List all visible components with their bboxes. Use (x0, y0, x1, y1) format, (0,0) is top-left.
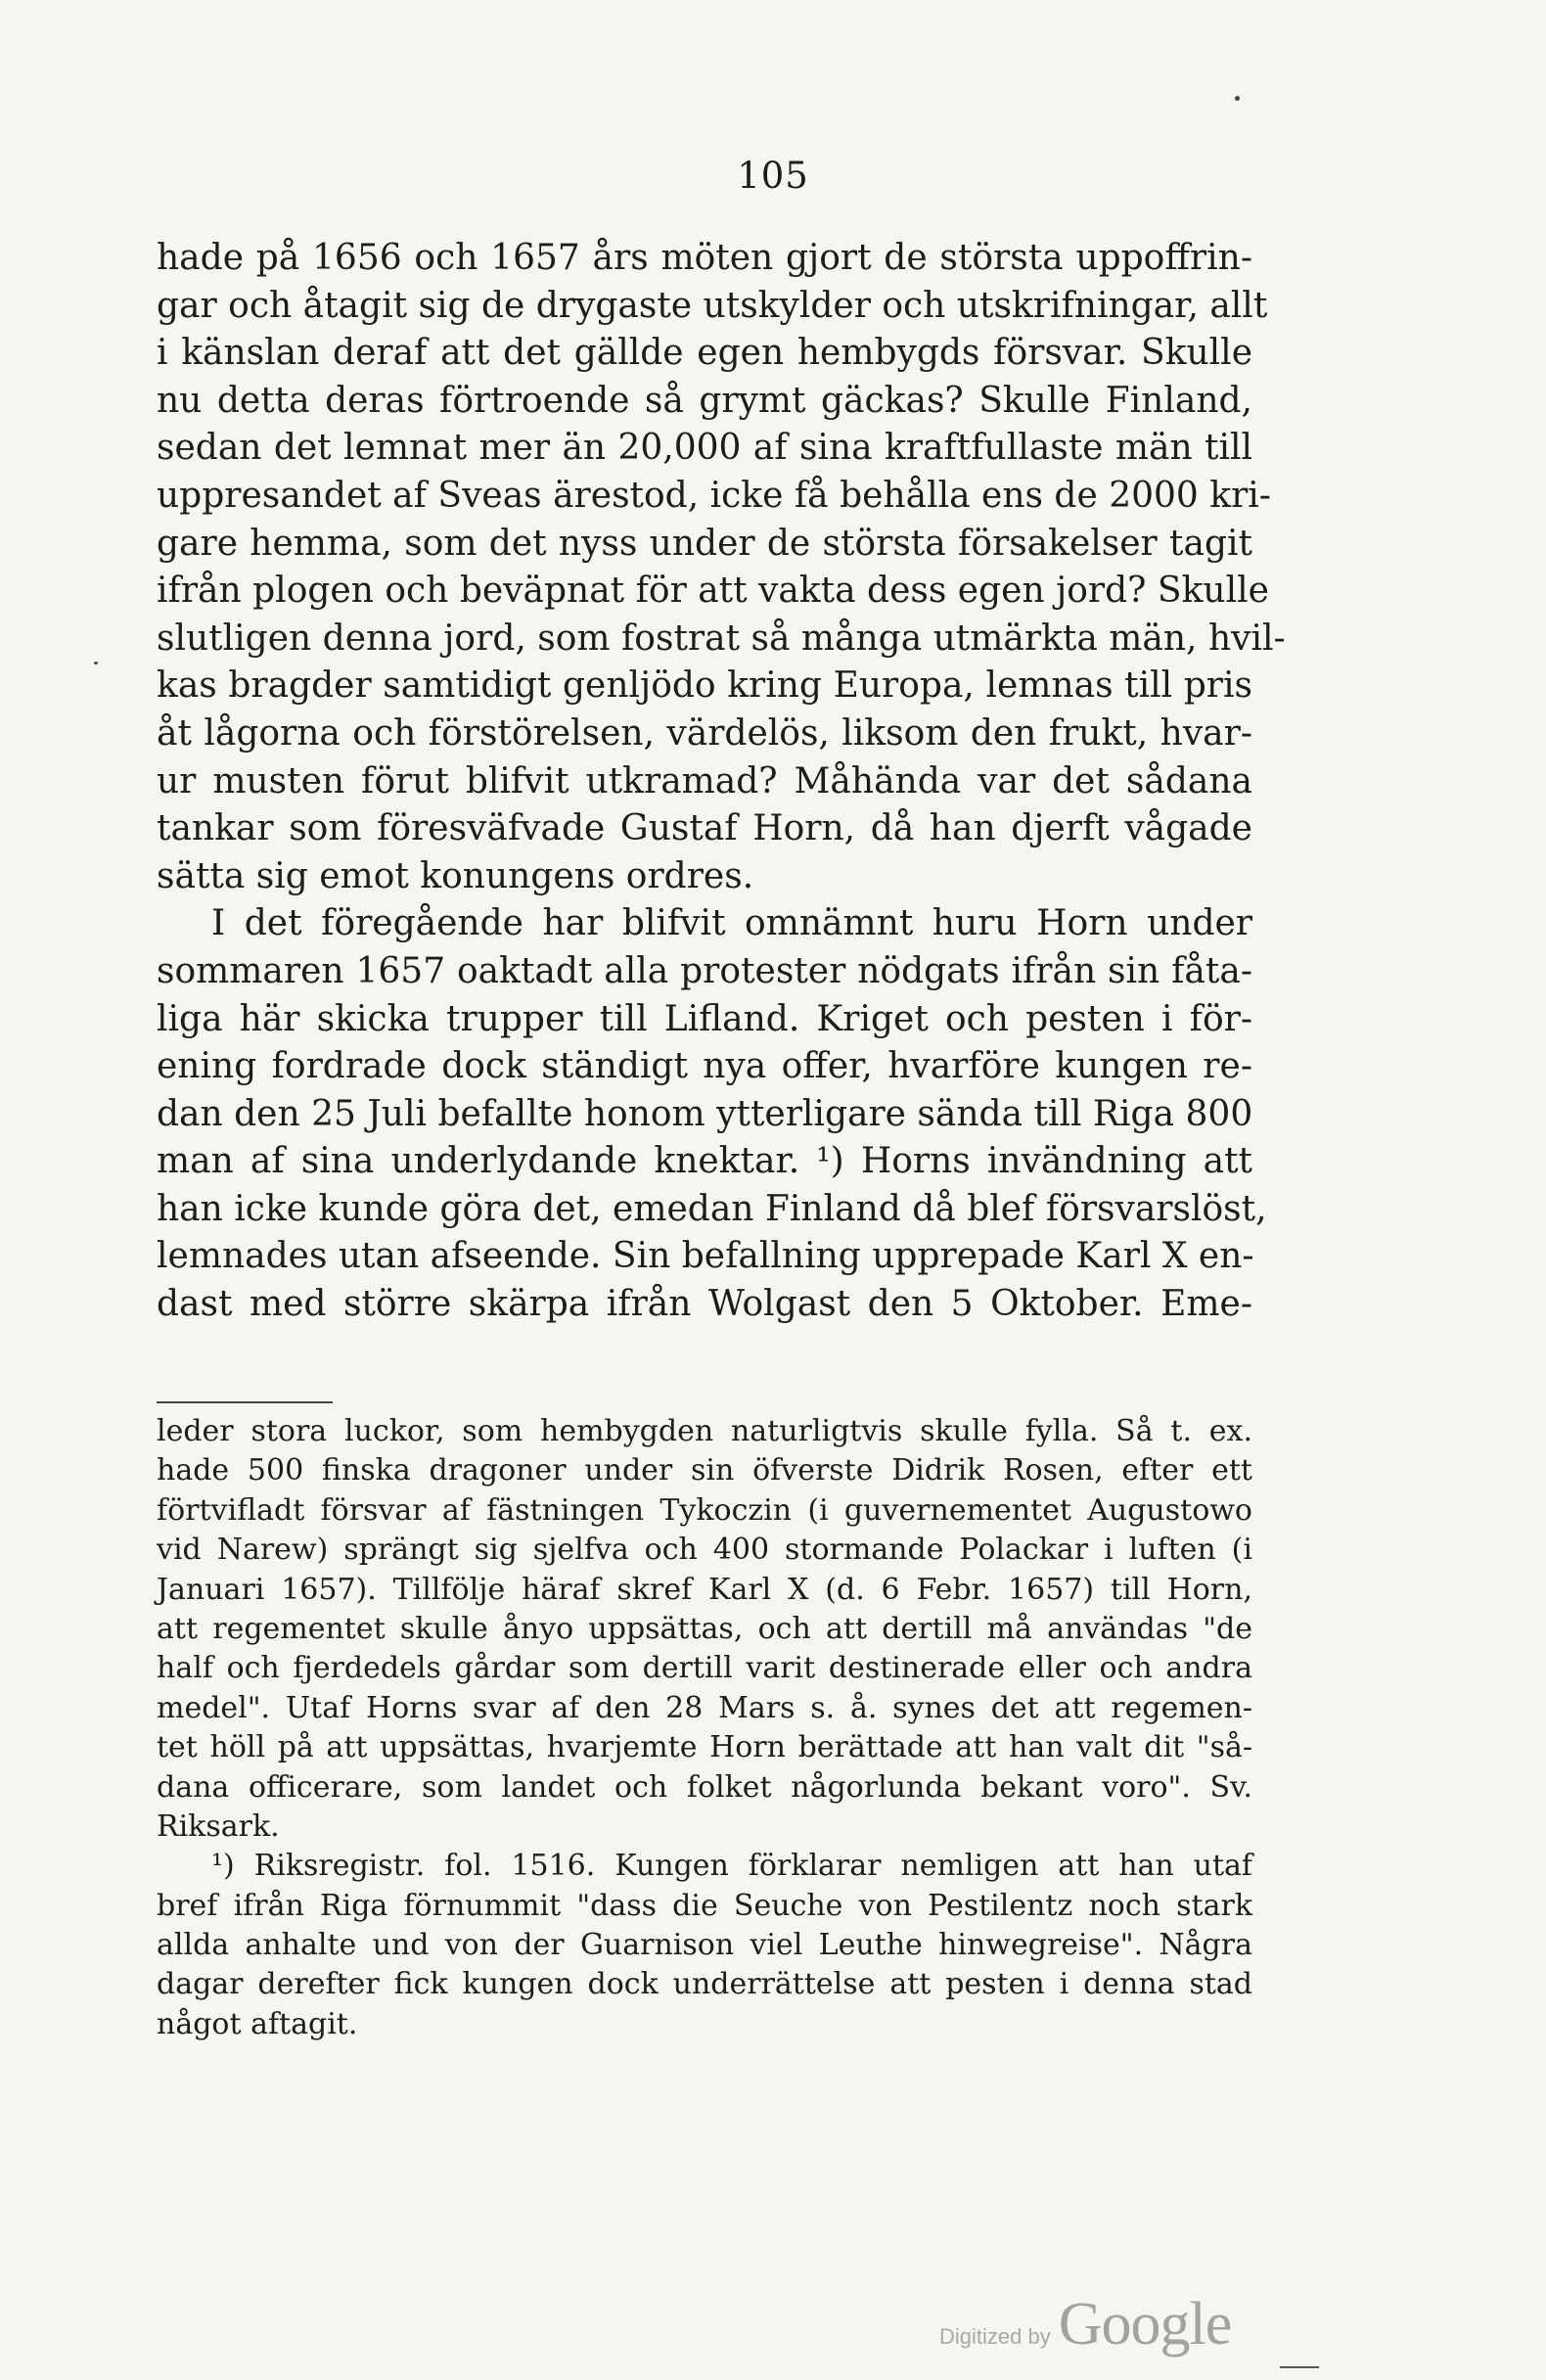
footnote-line: half och fjerdedels gårdar som dertill varit destinerade eller och andra (157, 1651, 1252, 1686)
text-line: gar och åtagit sig de drygaste utskylder och utskrifningar, allt (157, 285, 1268, 326)
text-line: dan den 25 Juli befallte honom ytterligare sända till Riga 800 (157, 1093, 1253, 1134)
speck-top-right (1235, 96, 1240, 101)
footnote-line: tet höll på att uppsättas, hvarjemte Horn berättade att han valt dit "så- (157, 1730, 1252, 1765)
text-line: åt lågorna och förstörelsen, värdelös, liksom den frukt, hvar- (157, 712, 1252, 754)
google-watermark (939, 2290, 1231, 2368)
text-line: kas bragder samtidigt genljödo kring Europa, lemnas till pris (157, 665, 1252, 707)
text-line: nu detta deras förtroende så grymt gäckas? Skulle Finland, (157, 380, 1252, 421)
text-line: ur musten förut blifvit utkramad? Måhända var det sådana (157, 760, 1252, 801)
footnote-line: ¹) Riksregistr. fol. 1516. Kungen förklarar nemligen att han utaf (211, 1849, 1252, 1884)
footnote-line: Januari 1657). Tillfölje häraf skref Karl X (d. 6 Febr. 1657) till Horn, (157, 1572, 1252, 1607)
text-line: lemnades utan afseende. Sin befallning upprepade Karl X en- (157, 1236, 1254, 1277)
footnote-line: dana officerare, som landet och folket någorlunda bekant voro". Sv. (157, 1769, 1252, 1805)
footnote-line: dagar derefter fick kungen dock underrättelse att pesten i denna stad (157, 1967, 1252, 2002)
watermark-prefix: Digitized by (939, 2324, 1051, 2349)
page-number: 105 (737, 155, 809, 197)
text-line: uppresandet af Sveas ärestod, icke få behålla ens de 2000 kri- (157, 475, 1271, 516)
text-line: slutligen denna jord, som fostrat så många utmärkta män, hvil- (157, 618, 1286, 659)
text-line: ifrån plogen och beväpnat för att vakta dess egen jord? Skulle (157, 571, 1269, 612)
footnotes (157, 1412, 1252, 2044)
text-line: liga här skicka trupper till Lifland. Kriget och pesten i för- (157, 998, 1252, 1039)
watermark-brand: Google (1058, 2291, 1232, 2357)
footnote-line: att regementet skulle ånyo uppsättas, och att dertill må användas "de (157, 1611, 1252, 1646)
text-line: tankar som föresväfvade Gustaf Horn, då han djerft vågade (157, 808, 1252, 849)
footnote-line: bref ifrån Riga förnummit "dass die Seuche von Pestilentz noch stark (157, 1888, 1252, 1923)
text-line: sedan det lemnat mer än 20,000 af sina kraftfullaste män till (157, 428, 1252, 469)
text-line: I det föregående har blifvit omnämnt huru Horn under (211, 903, 1252, 944)
text-line: han icke kunde göra det, emedan Finland då blef försvarslöst, (157, 1188, 1267, 1229)
footnote-line: Riksark. (157, 1808, 280, 1844)
footnote-line: något aftagit. (157, 2006, 358, 2041)
text-line: sätta sig emot konungens ordres. (157, 855, 754, 896)
footnote-separator (157, 1401, 333, 1403)
text-line: hade på 1656 och 1657 års möten gjort de största uppoffrin- (157, 238, 1252, 278)
footnote-line: vid Narew) sprängt sig sjelfva och 400 stormande Polackar i luften (i (157, 1533, 1252, 1568)
speck-left-margin (94, 662, 98, 664)
footnote-line: allda anhalte und von der Guarnison viel Leuthe hinwegreise". Några (157, 1928, 1252, 1963)
main-text (157, 235, 1286, 1329)
text-line: gare hemma, som det nyss under de största försakelser tagit (157, 523, 1252, 564)
footnote-line: leder stora luckor, som hembygden naturligtvis skulle fylla. Så t. ex. (157, 1414, 1252, 1448)
text-line: dast med större skärpa ifrån Wolgast den 5 Oktober. Eme- (157, 1284, 1252, 1325)
footnote-line: förtvifladt försvar af fästningen Tykoczin (i guvernementet Augustowo (157, 1492, 1252, 1528)
text-line: ening fordrade dock ständigt nya offer, hvarföre kungen re- (157, 1046, 1252, 1087)
text-line: sommaren 1657 oaktadt alla protester nödgats ifrån sin fåta- (157, 950, 1252, 991)
corner-mark (1280, 2366, 1319, 2368)
text-line: i känslan deraf att det gällde egen hembygds försvar. Skulle (157, 333, 1252, 374)
footnote-line: medel". Utaf Horns svar af den 28 Mars s. å. synes det att regemen- (157, 1690, 1252, 1725)
footnote-line: hade 500 finska dragoner under sin öfverste Didrik Rosen, efter ett (157, 1453, 1252, 1488)
text-line: man af sina underlydande knektar. ¹) Horns invändning att (157, 1141, 1252, 1182)
